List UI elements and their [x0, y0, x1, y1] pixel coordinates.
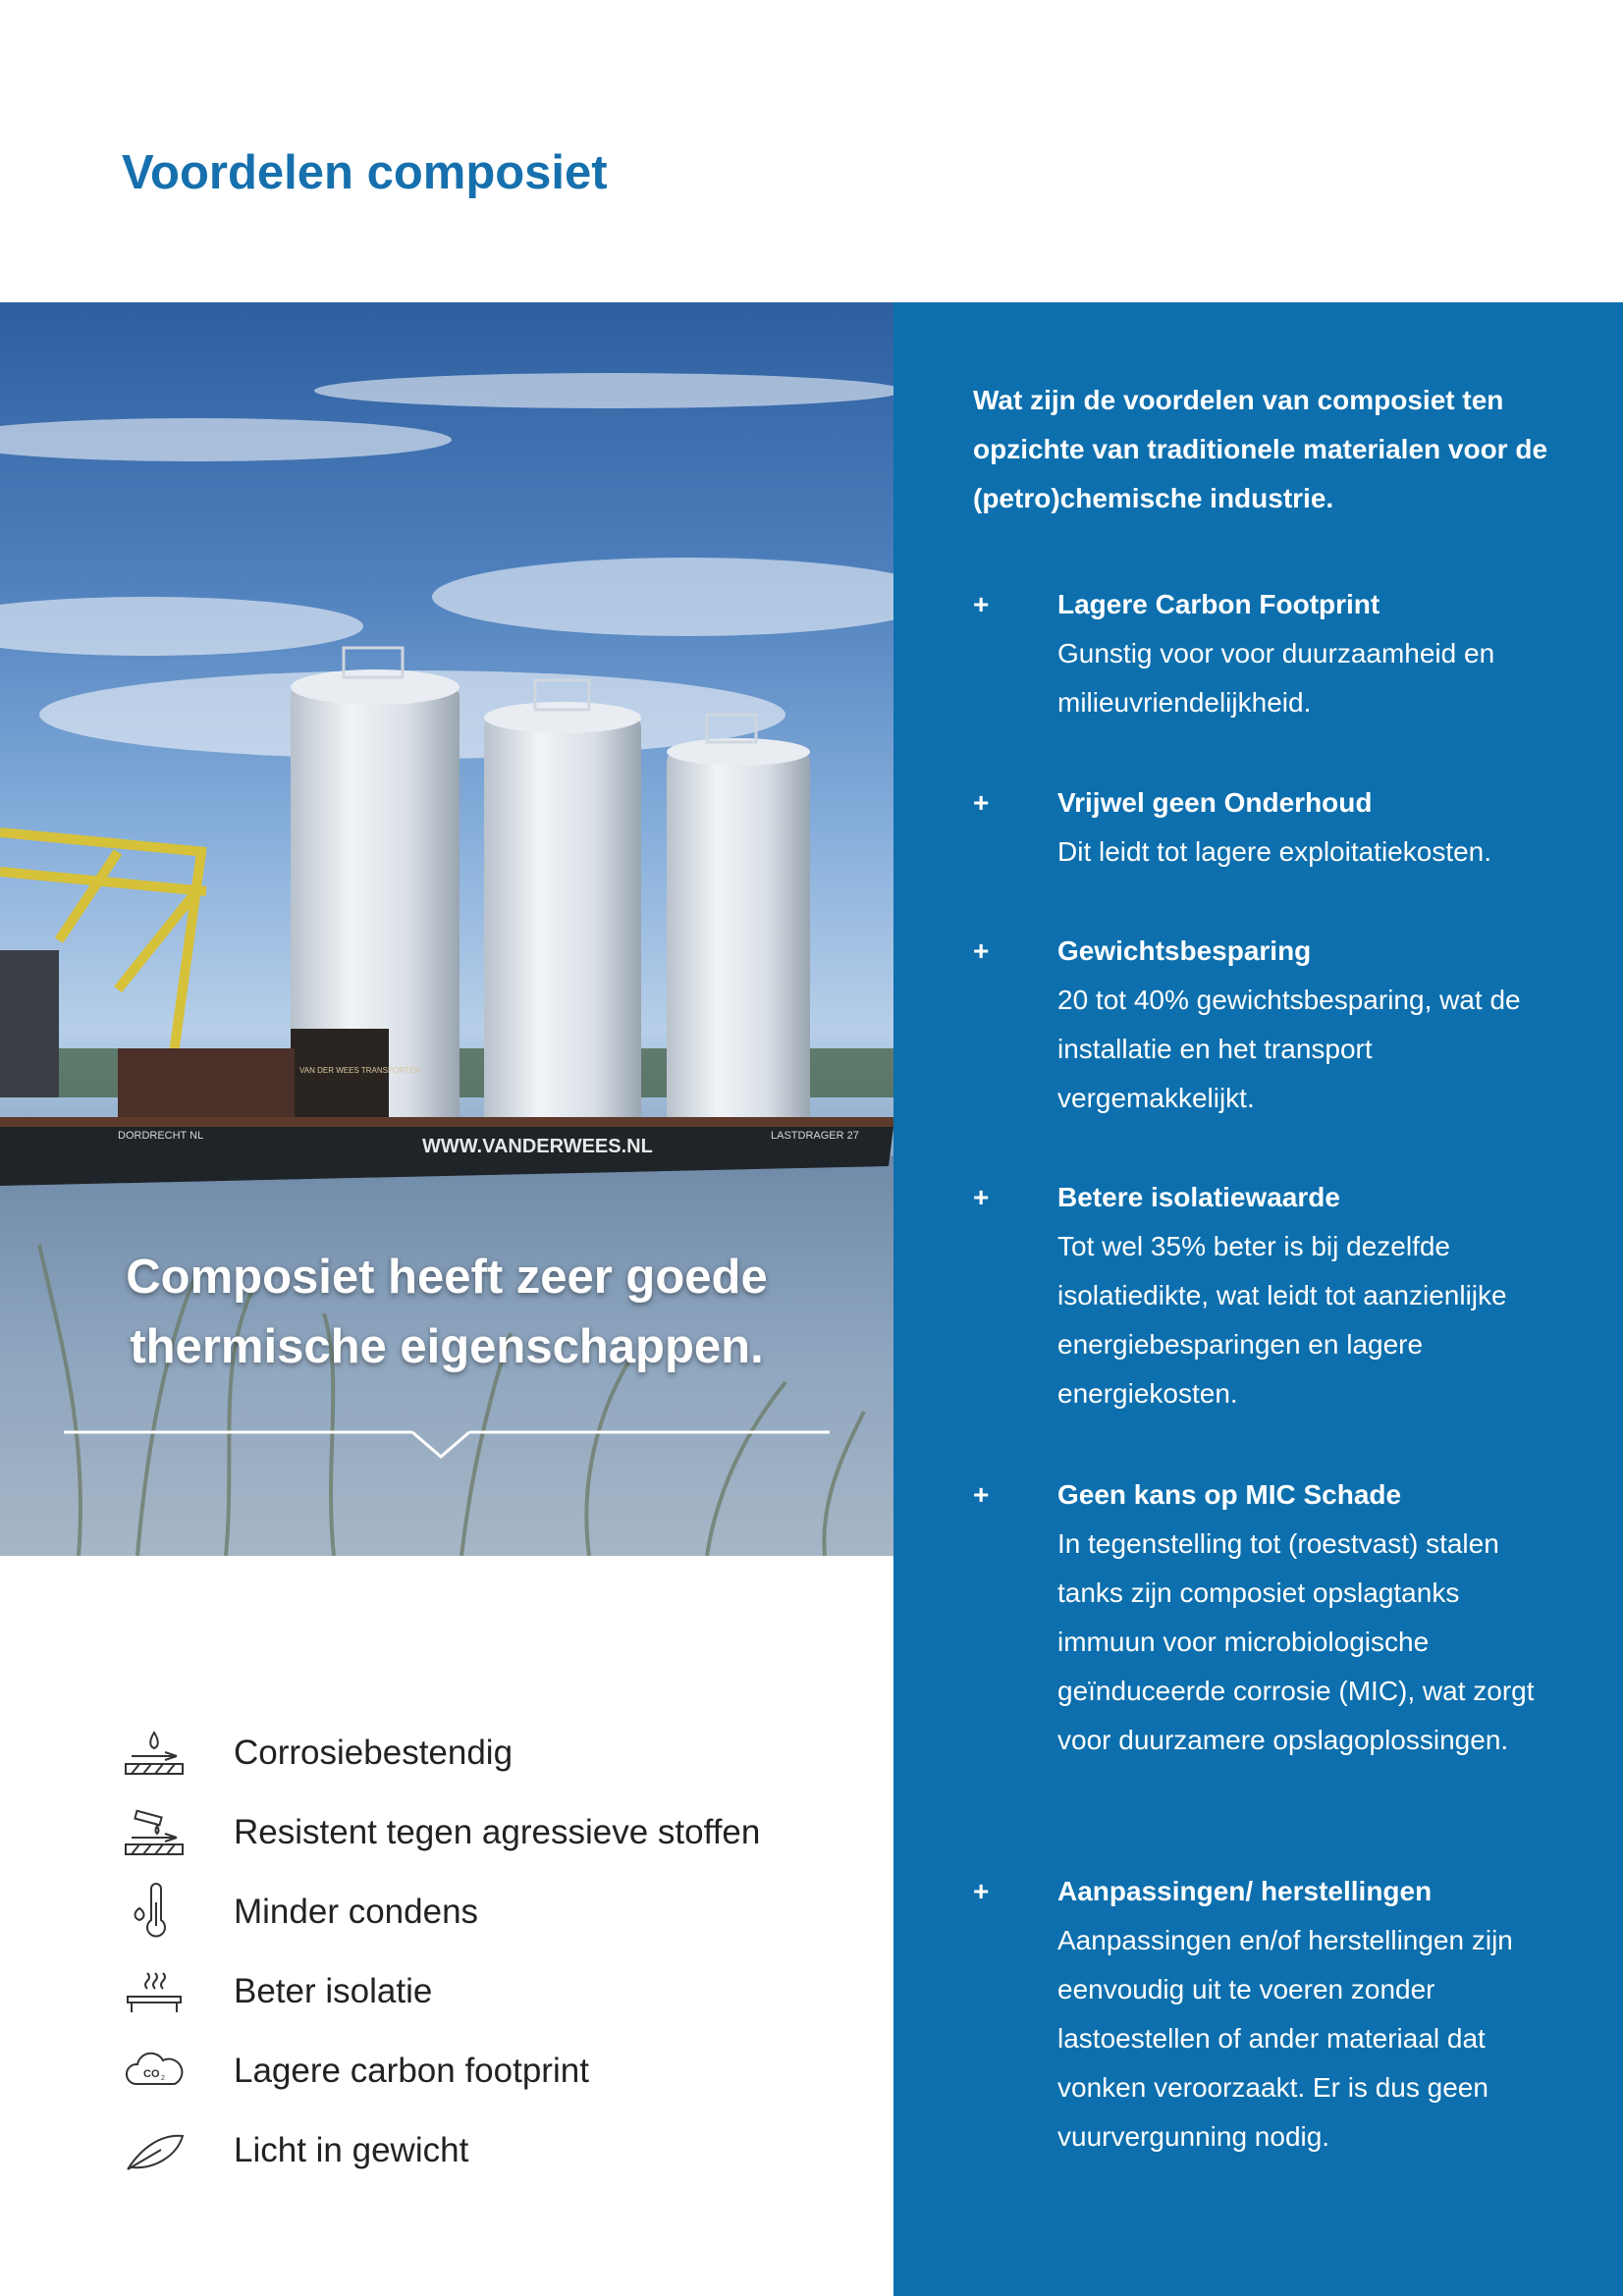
benefit-text: Tot wel 35% beter is bij dezelfde isolatiedikte, wat leidt tot aanzienlijke energiebesparingen en lagere energiekosten.	[1057, 1231, 1507, 1409]
plus-icon: +	[973, 1182, 990, 1212]
barge-port-text: DORDRECHT NL	[118, 1130, 204, 1142]
feature-item	[122, 1713, 809, 1792]
feature-label: Beter isolatie	[234, 1971, 433, 2010]
hero-photo	[0, 302, 893, 1556]
barge-website-text: WWW.VANDERWEES.NL	[422, 1136, 653, 1157]
benefit-title: Gewichtsbesparing	[1057, 935, 1312, 966]
benefit-item	[973, 1173, 1582, 1418]
corrosion-icon	[122, 1724, 190, 1783]
hero-caption: Composiet heeft zeer goede thermische eigenschappen.	[126, 1251, 768, 1373]
benefit-item	[973, 1867, 1582, 2162]
benefits-panel	[893, 302, 1623, 2296]
feather-icon	[122, 2121, 190, 2180]
benefit-item	[973, 580, 1582, 727]
feature-label: Licht in gewicht	[234, 2130, 469, 2169]
benefits-intro: Wat zijn de voordelen van composiet ten opzichte van traditionele materialen voor de (petro)chemische industrie.	[973, 385, 1548, 513]
insulation-icon	[122, 1962, 190, 2021]
feature-list	[122, 1713, 809, 2190]
benefit-text: Gunstig voor voor duurzaamheid en milieuvriendelijkheid.	[1057, 638, 1495, 718]
plus-icon: +	[973, 935, 990, 966]
feature-label: Minder condens	[234, 1892, 479, 1931]
feature-label: Resistent tegen agressieve stoffen	[234, 1812, 761, 1851]
plus-icon: +	[973, 589, 990, 619]
benefit-text: Dit leidt tot lagere exploitatiekosten.	[1057, 836, 1492, 867]
building	[0, 950, 59, 1097]
feature-item	[122, 1951, 809, 2031]
feature-item	[122, 1792, 809, 1872]
benefit-text: Aanpassingen en/of herstellingen zijn eenvoudig uit te voeren zonder lastoestellen of ander materiaal dat vonken veroorzaakt. Er is dus geen vuurvergunning nodig.	[1057, 1925, 1513, 2152]
plus-icon: +	[973, 1479, 990, 1510]
co2-cloud-icon	[122, 2042, 190, 2101]
feature-item	[122, 1872, 809, 1951]
benefit-item	[973, 927, 1582, 1123]
page-title: Voordelen composiet	[122, 146, 608, 199]
benefit-text: 20 tot 40% gewichtsbesparing, wat de installatie en het transport vergemakkelijkt.	[1057, 985, 1521, 1113]
barge-name-text: LASTDRAGER 27	[771, 1130, 859, 1142]
crate-text: VAN DER WEES TRANSPORTEN	[299, 1066, 421, 1075]
svg-text:CO: CO	[143, 2067, 160, 2080]
feature-item	[122, 2031, 809, 2110]
benefit-title: Vrijwel geen Onderhoud	[1057, 787, 1373, 818]
benefit-title: Lagere Carbon Footprint	[1057, 589, 1380, 619]
benefit-text: In tegenstelling tot (roestvast) stalen tanks zijn composiet opslagtanks immuun voor microbiologische geïnduceerde corrosie (MIC), wat zorgt voor duurzamere opslagoplossingen.	[1057, 1528, 1535, 1755]
plus-icon: +	[973, 787, 990, 818]
feature-label: Corrosiebestendig	[234, 1733, 514, 1772]
thermometer-icon	[122, 1883, 190, 1942]
feature-label: Lagere carbon footprint	[234, 2051, 589, 2090]
plus-icon: +	[973, 1876, 990, 1906]
benefit-title: Aanpassingen/ herstellingen	[1057, 1876, 1433, 1906]
benefit-title: Betere isolatiewaarde	[1057, 1182, 1340, 1212]
benefit-title: Geen kans op MIC Schade	[1057, 1479, 1402, 1510]
chemical-resistance-icon	[122, 1803, 190, 1862]
svg-text:2: 2	[161, 2074, 165, 2082]
benefit-item	[973, 1470, 1582, 1765]
feature-item	[122, 2110, 809, 2190]
benefit-item	[973, 778, 1582, 877]
